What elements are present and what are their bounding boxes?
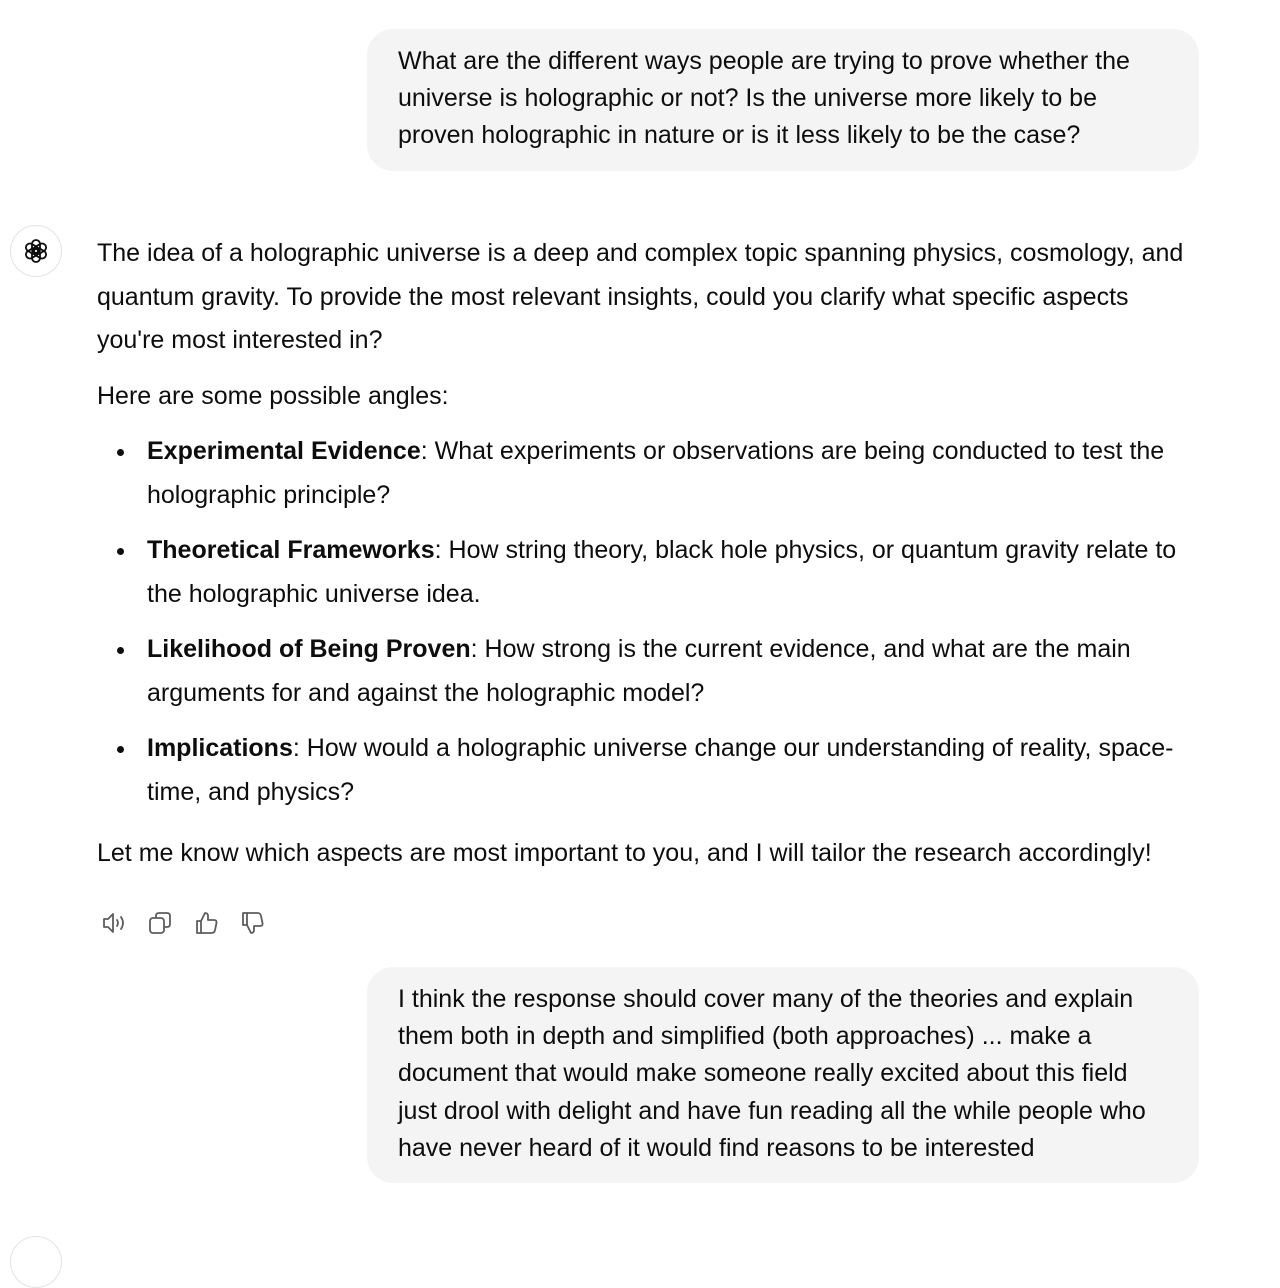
paragraph-line: quantum gravity. To provide the most relevant insights, could you clarify what specific aspects [97,282,1129,311]
list-item [97,430,1207,517]
bullet-icon [117,746,124,753]
list-item-text: time, and physics? [147,777,355,806]
assistant-lead-paragraph: Here are some possible angles: [97,381,449,410]
assistant-avatar [10,1236,62,1288]
angles-list [97,430,1207,814]
message-actions [97,906,269,940]
bullet-icon [117,548,124,555]
assistant-message [97,232,1207,876]
list-item-text: : How strong is the current evidence, and what are the main [470,635,1131,663]
bullet-icon [117,647,124,654]
list-item-text: holographic principle? [147,480,391,509]
list-item [97,628,1207,715]
list-item-title: Likelihood of Being Proven [147,635,471,663]
copy-icon [146,909,174,937]
paragraph-line: The idea of a holographic universe is a deep and complex topic spanning physics, cosmology, and [97,239,1184,267]
user-message-line: just drool with delight and have fun reading all the while people who [398,1096,1146,1125]
list-item-text: : How would a holographic universe change our understanding of reality, space- [292,734,1174,762]
paragraph-line: you're most interested in? [97,326,383,354]
list-item-title: Theoretical Frameworks [147,536,435,564]
user-message-line: have never heard of it would find reasons to be interested [398,1133,1035,1162]
thumbs-down-icon [238,909,266,937]
list-item-title: Experimental Evidence [147,437,421,465]
bullet-icon [117,449,124,456]
speaker-icon [100,909,128,937]
user-message-bubble [367,29,1199,171]
user-message-line: What are the different ways people are trying to prove whether the [398,47,1130,75]
list-item-text: : What experiments or observations are being conducted to test the [420,437,1165,465]
list-item-text: the holographic universe idea. [147,579,481,608]
assistant-intro-paragraph [97,232,1207,363]
copy-button[interactable] [143,906,177,940]
list-item-text: arguments for and against the holographic model? [147,678,705,707]
thumbs-up-icon [192,909,220,937]
read-aloud-button[interactable] [97,906,131,940]
list-item [97,529,1207,616]
user-message-line: I think the response should cover many of the theories and explain [398,985,1134,1013]
thumbs-up-button[interactable] [189,906,223,940]
user-message-line: document that would make someone really excited about this field [398,1059,1128,1088]
list-item [97,727,1207,814]
user-message-bubble [367,967,1199,1183]
thumbs-down-button[interactable] [235,906,269,940]
user-message-line: universe is holographic or not? Is the universe more likely to be [398,84,1097,113]
list-item-title: Implications [147,734,293,762]
assistant-closing-paragraph: Let me know which aspects are most important to you, and I will tailor the research accordingly! [97,839,1152,867]
user-message-line: proven holographic in nature or is it less likely to be the case? [398,121,1081,150]
user-message-line: them both in depth and simplified (both approaches) ... make a [398,1022,1092,1051]
assistant-avatar [10,225,62,277]
list-item-text: : How string theory, black hole physics, or quantum gravity relate to [434,536,1177,564]
openai-logo-icon [21,236,51,266]
